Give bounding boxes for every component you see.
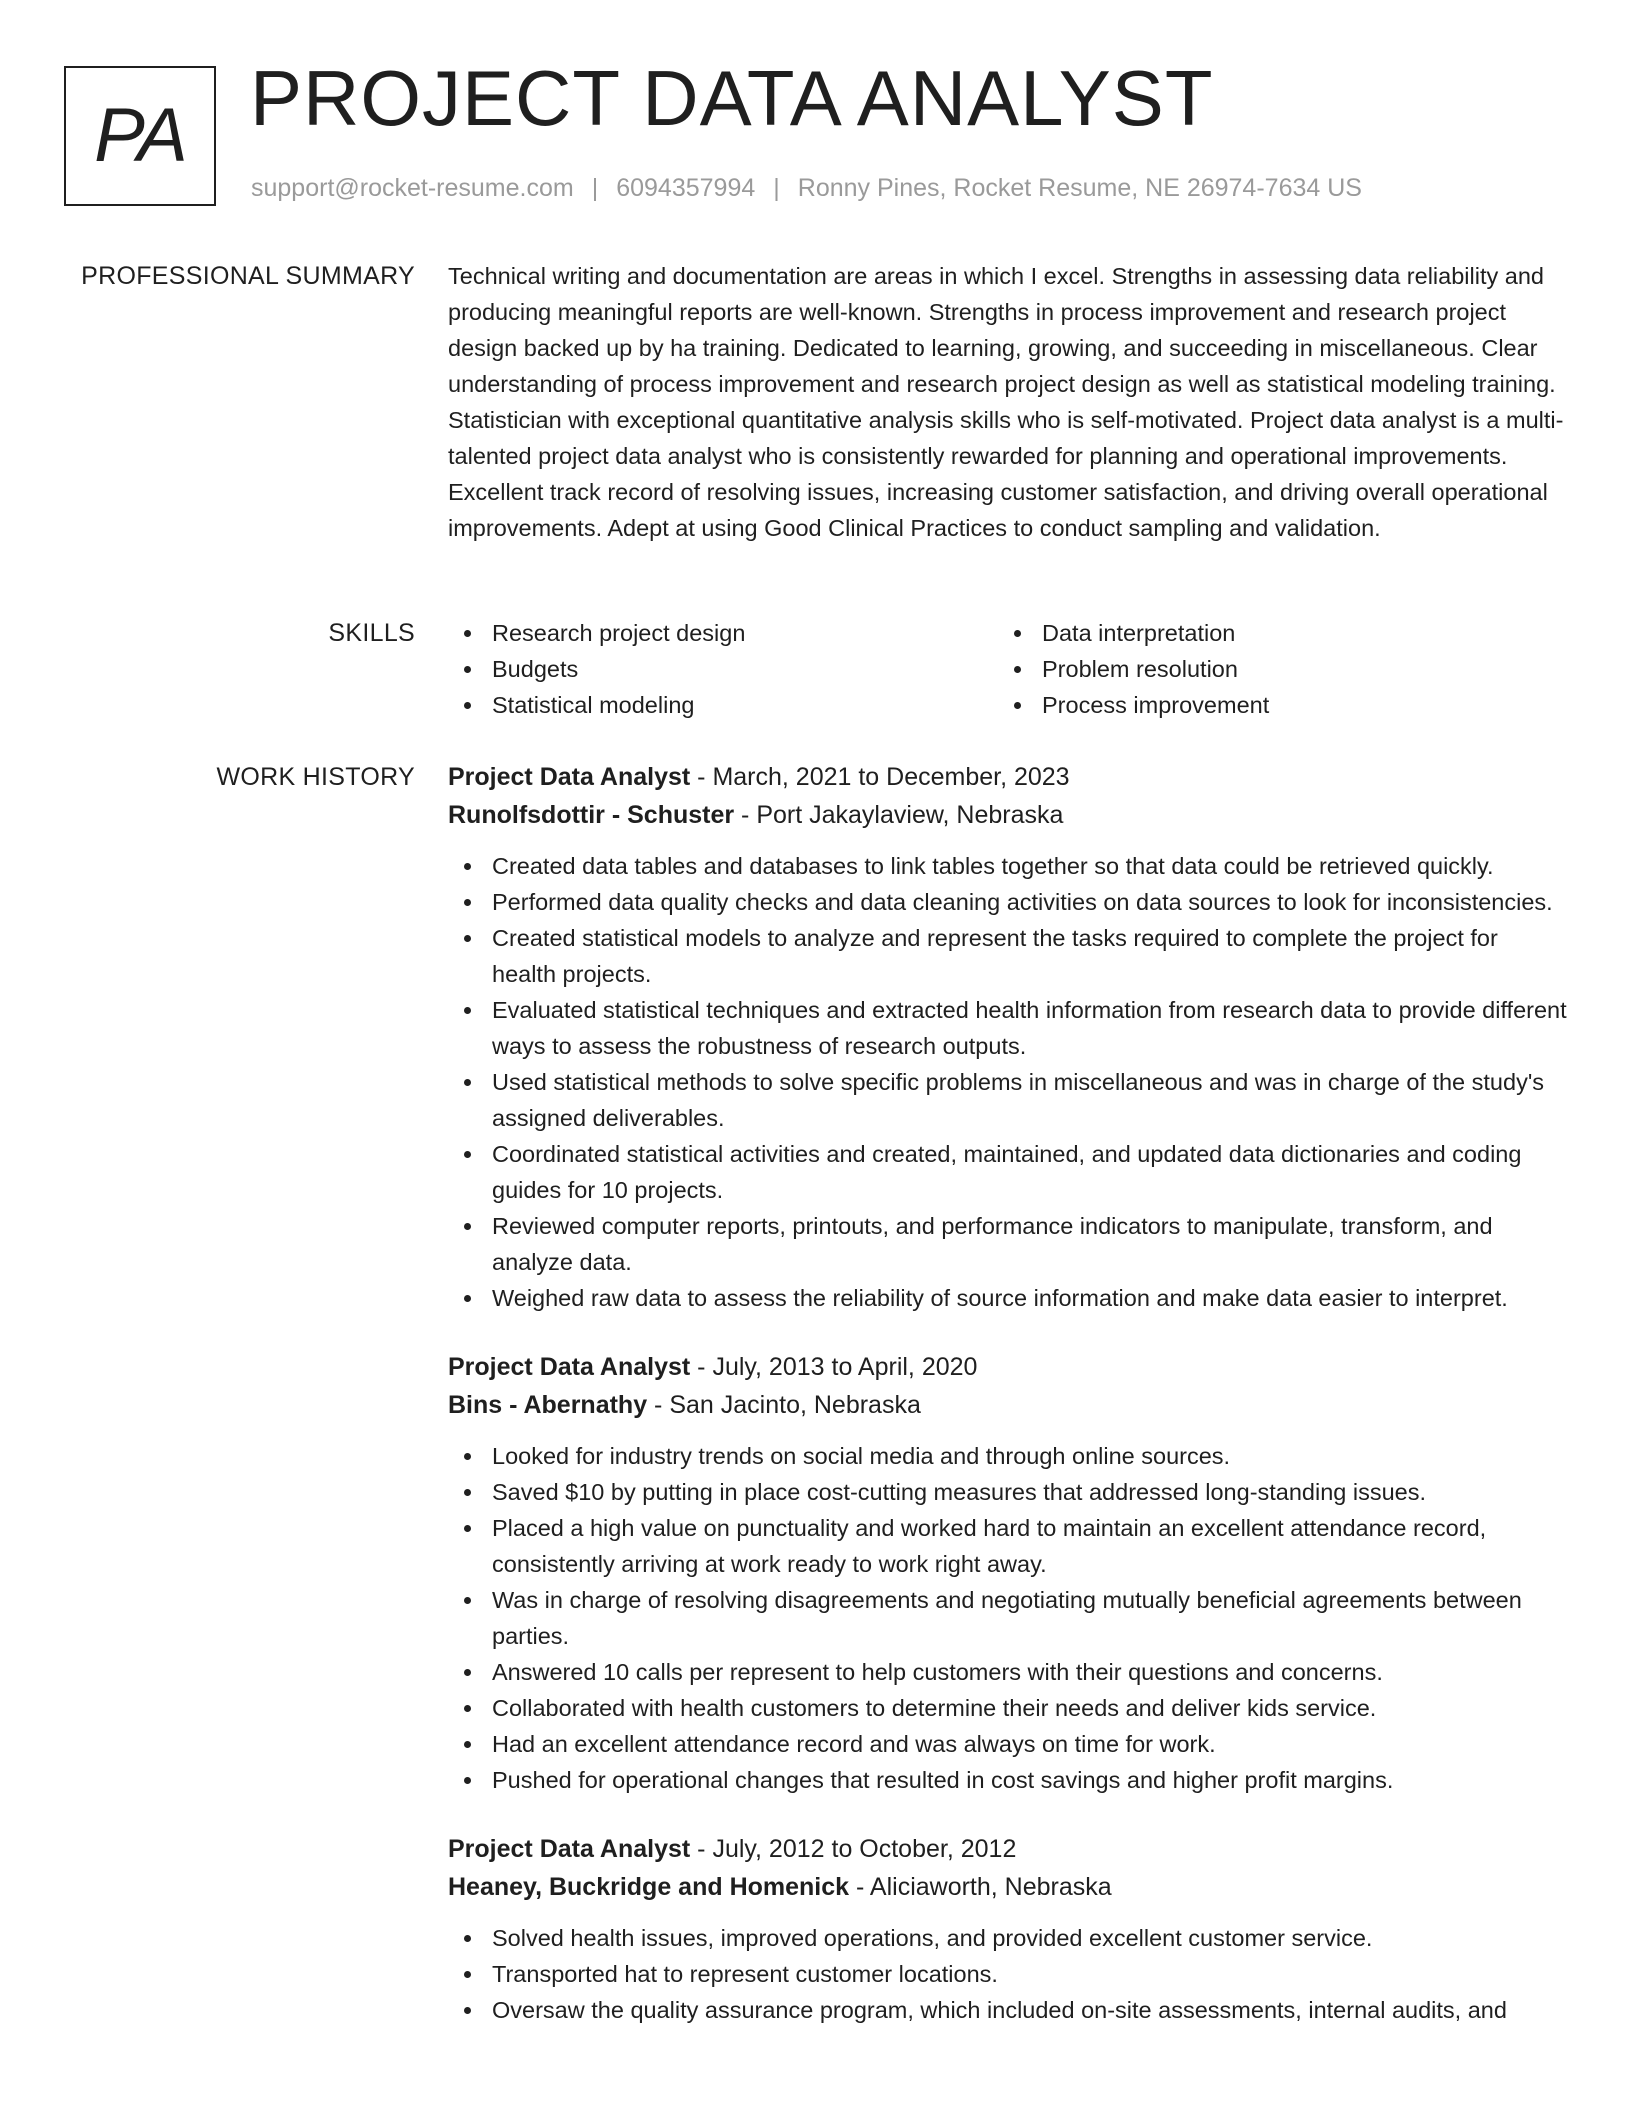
list-item: Created statistical models to analyze and represent the tasks required to complete the project for health projects. — [448, 920, 1568, 992]
job-title-line: Project Data Analyst - July, 2013 to April, 2020 — [448, 1353, 978, 1381]
list-item: Coordinated statistical activities and created, maintained, and updated data dictionaries and coding guides for 10 projects. — [448, 1136, 1568, 1208]
list-item: Pushed for operational changes that resulted in cost savings and higher profit margins. — [448, 1762, 1568, 1798]
job-title: Project Data Analyst — [448, 763, 691, 791]
list-item: Placed a high value on punctuality and worked hard to maintain an excellent attendance record, consistently arriving at work ready to work right away. — [448, 1510, 1568, 1582]
job-bullets — [448, 1438, 1568, 1798]
skills-list — [448, 615, 1568, 723]
job-company: Bins - Abernathy — [448, 1391, 648, 1419]
monogram-badge — [64, 66, 216, 206]
job-company-line: Bins - Abernathy - San Jacinto, Nebraska — [448, 1391, 921, 1419]
job-entry — [448, 758, 1568, 1316]
skill-item: Statistical modeling — [448, 687, 998, 723]
contact-separator: | — [591, 174, 599, 202]
list-item: Evaluated statistical techniques and extracted health information from research data to provide different ways to assess the robustness of research outputs. — [448, 992, 1568, 1064]
list-item: Reviewed computer reports, printouts, and performance indicators to manipulate, transform, and analyze data. — [448, 1208, 1568, 1280]
list-item: Used statistical methods to solve specific problems in miscellaneous and was in charge of the study's assigned deliverables. — [448, 1064, 1568, 1136]
contact-separator: | — [773, 174, 780, 202]
list-item: Collaborated with health customers to determine their needs and deliver kids service. — [448, 1690, 1568, 1726]
job-company: Runolfsdottir - Schuster — [448, 801, 735, 829]
job-title-line: Project Data Analyst - July, 2012 to October, 2012 — [448, 1835, 1017, 1863]
job-dates: July, 2013 to April, 2020 — [712, 1353, 978, 1381]
job-company-line: Runolfsdottir - Schuster - Port Jakaylaview, Nebraska — [448, 801, 1064, 829]
summary-body — [448, 258, 1568, 546]
contact-email[interactable]: support@rocket-resume.com — [251, 174, 574, 202]
work-body — [448, 758, 1568, 2060]
job-entry — [448, 1830, 1568, 2028]
contact-phone[interactable]: 6094357994 — [616, 174, 756, 202]
list-item: Weighed raw data to assess the reliability of source information and make data easier to interpret. — [448, 1280, 1568, 1316]
section-heading-work: WORK HISTORY — [216, 763, 415, 791]
list-item: Created data tables and databases to link tables together so that data could be retrieved quickly. — [448, 848, 1568, 884]
job-dates: March, 2021 to December, 2023 — [712, 763, 1070, 791]
summary-text: Technical writing and documentation are areas in which I excel. Strengths in assessing data reliability and producing meaningful reports are well-known. Strengths in process improvement and research project design backed up by ha training. Dedicated to learning, growing, and succeeding in miscellaneous. Clear understanding of process improvement and research project design as well as statistical modeling training. Statistician with exceptional quantitative analysis skills who is self-motivated. Project data analyst is a multi-talented project data analyst who is consistently rewarded for planning and operational improvements. Excellent track record of resolving issues, increasing customer satisfaction, and driving overall operational improvements. Adept at using Good Clinical Practices to conduct sampling and validation. — [448, 263, 1564, 541]
list-item: Had an excellent attendance record and was always on time for work. — [448, 1726, 1568, 1762]
job-bullets — [448, 848, 1568, 1316]
job-title: Project Data Analyst — [448, 1353, 691, 1381]
list-item: Answered 10 calls per represent to help customers with their questions and concerns. — [448, 1654, 1568, 1690]
job-bullets — [448, 1920, 1568, 2028]
list-item: Transported hat to represent customer locations. — [448, 1956, 1568, 1992]
job-title: Project Data Analyst — [448, 1835, 691, 1863]
contact-line — [251, 174, 1362, 203]
skill-item: Problem resolution — [998, 651, 1548, 687]
job-location: Port Jakaylaview, Nebraska — [756, 801, 1064, 829]
skill-item: Process improvement — [998, 687, 1548, 723]
skill-item: Research project design — [448, 615, 998, 651]
skills-body — [448, 615, 1568, 723]
list-item: Oversaw the quality assurance program, which included on-site assessments, internal audits, and — [448, 1992, 1568, 2028]
job-entry — [448, 1348, 1568, 1798]
skill-item: Budgets — [448, 651, 998, 687]
list-item: Saved $10 by putting in place cost-cutting measures that addressed long-standing issues. — [448, 1474, 1568, 1510]
section-heading-skills: SKILLS — [328, 619, 415, 647]
job-location: Aliciaworth, Nebraska — [869, 1873, 1112, 1901]
job-location: San Jacinto, Nebraska — [669, 1391, 921, 1419]
job-company-line: Heaney, Buckridge and Homenick - Aliciaworth, Nebraska — [448, 1873, 1112, 1901]
job-dates: July, 2012 to October, 2012 — [712, 1835, 1017, 1863]
list-item: Performed data quality checks and data cleaning activities on data sources to look for inconsistencies. — [448, 884, 1568, 920]
job-title-line: Project Data Analyst - March, 2021 to December, 2023 — [448, 763, 1070, 791]
contact-address: Ronny Pines, Rocket Resume, NE 26974-7634 US — [797, 174, 1362, 202]
list-item: Looked for industry trends on social media and through online sources. — [448, 1438, 1568, 1474]
list-item: Solved health issues, improved operations, and provided excellent customer service. — [448, 1920, 1568, 1956]
job-company: Heaney, Buckridge and Homenick — [448, 1873, 850, 1901]
list-item: Was in charge of resolving disagreements and negotiating mutually beneficial agreements between parties. — [448, 1582, 1568, 1654]
monogram-initials: PA — [94, 93, 186, 178]
page-title: PROJECT DATA ANALYST — [250, 54, 1214, 142]
skill-item: Data interpretation — [998, 615, 1548, 651]
section-heading-summary: PROFESSIONAL SUMMARY — [81, 262, 415, 290]
